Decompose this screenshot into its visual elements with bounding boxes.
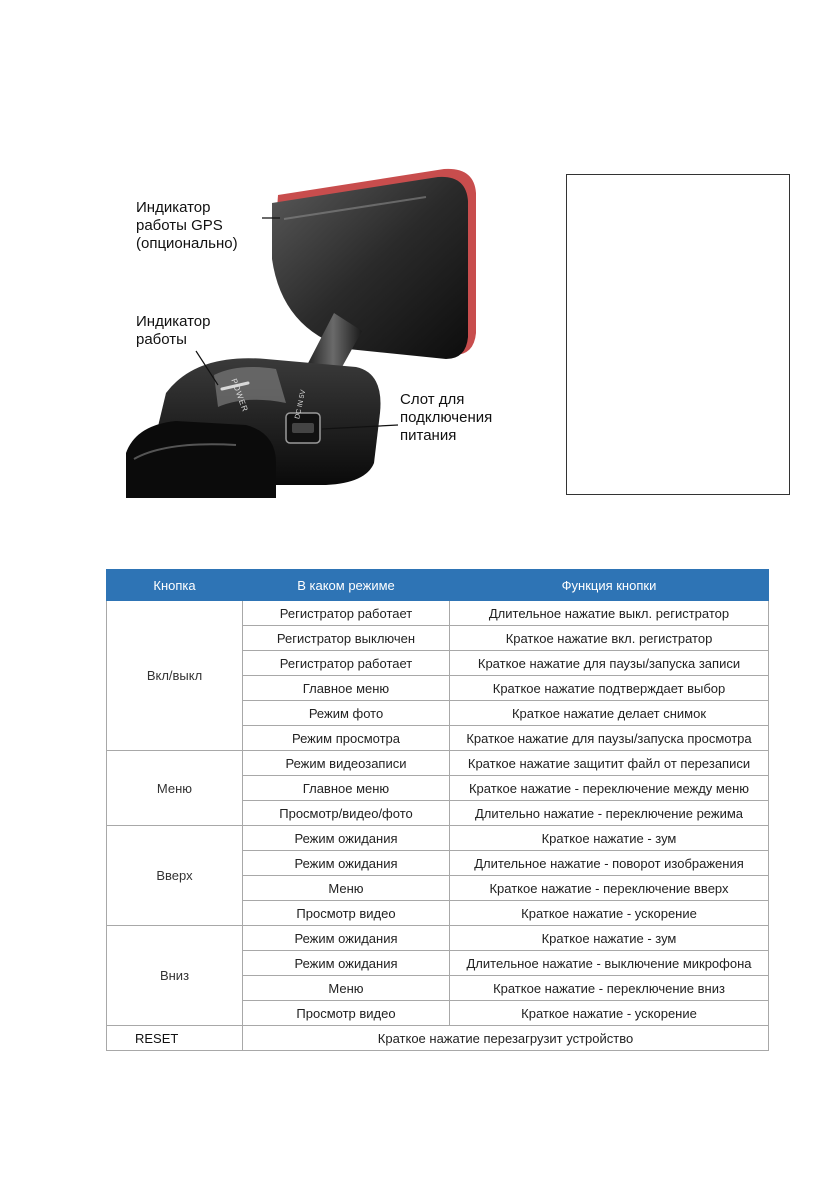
function-cell: Краткое нажатие для паузы/запуска записи: [450, 651, 769, 676]
function-cell: Краткое нажатие - зум: [450, 926, 769, 951]
table-row: [107, 926, 769, 951]
power-slot-callout: Слот для подключения питания: [400, 391, 493, 444]
header-mode: В каком режиме: [243, 570, 450, 601]
mode-cell: Режим ожидания: [243, 851, 450, 876]
table-row: [107, 601, 769, 626]
function-cell: Длительное нажатие - выключение микрофона: [450, 951, 769, 976]
mode-cell: Меню: [243, 976, 450, 1001]
function-cell: Краткое нажатие - переключение вниз: [450, 976, 769, 1001]
button-cell: Вверх: [107, 826, 243, 926]
button-cell: Вкл/выкл: [107, 601, 243, 751]
mode-cell: Режим ожидания: [243, 826, 450, 851]
mode-cell: Режим видеозаписи: [243, 751, 450, 776]
function-cell: Краткое нажатие подтверждает выбор: [450, 676, 769, 701]
power-indicator-callout: Индикатор работы: [136, 313, 211, 348]
mode-cell: Главное меню: [243, 676, 450, 701]
header-function: Функция кнопки: [450, 570, 769, 601]
mode-cell: Режим ожидания: [243, 951, 450, 976]
slot-marking: DC IN 5V: [294, 389, 308, 420]
camera-body: [126, 421, 276, 498]
function-cell: Краткое нажатие - ускорение: [450, 901, 769, 926]
reset-button-cell: RESET: [107, 1026, 243, 1051]
function-cell: Краткое нажатие - зум: [450, 826, 769, 851]
function-cell: Краткое нажатие защитит файл от перезаписи: [450, 751, 769, 776]
function-cell: Краткое нажатие делает снимок: [450, 701, 769, 726]
power-marking: POWER: [229, 377, 250, 414]
table-row: [107, 751, 769, 776]
mode-cell: Регистратор выключен: [243, 626, 450, 651]
button-functions-table: [106, 569, 769, 1051]
device-photo: [126, 163, 496, 498]
blank-frame: [566, 174, 790, 495]
mount-plate: [272, 177, 468, 359]
gps-indicator-callout: Индикатор работы GPS (опционально): [136, 199, 238, 252]
mode-cell: Главное меню: [243, 776, 450, 801]
function-cell: Длительное нажатие выкл. регистратор: [450, 601, 769, 626]
mode-cell: Режим фото: [243, 701, 450, 726]
mode-cell: Регистратор работает: [243, 601, 450, 626]
table-header-row: [107, 570, 769, 601]
mode-cell: Регистратор работает: [243, 651, 450, 676]
mode-cell: Режим просмотра: [243, 726, 450, 751]
function-cell: Краткое нажатие - переключение между меню: [450, 776, 769, 801]
reset-function-cell: Краткое нажатие перезагрузит устройство: [243, 1026, 769, 1051]
header-button: Кнопка: [107, 570, 243, 601]
function-cell: Длительное нажатие - поворот изображения: [450, 851, 769, 876]
button-cell: Вниз: [107, 926, 243, 1026]
mode-cell: Режим ожидания: [243, 926, 450, 951]
function-cell: Краткое нажатие - переключение вверх: [450, 876, 769, 901]
mode-cell: Меню: [243, 876, 450, 901]
table-row-reset: [107, 1026, 769, 1051]
mode-cell: Просмотр видео: [243, 901, 450, 926]
function-cell: Краткое нажатие для паузы/запуска просмотра: [450, 726, 769, 751]
button-cell: Меню: [107, 751, 243, 826]
table-row: [107, 826, 769, 851]
function-cell: Краткое нажатие вкл. регистратор: [450, 626, 769, 651]
mode-cell: Просмотр/видео/фото: [243, 801, 450, 826]
function-cell: Краткое нажатие - ускорение: [450, 1001, 769, 1026]
mode-cell: Просмотр видео: [243, 1001, 450, 1026]
function-cell: Длительно нажатие - переключение режима: [450, 801, 769, 826]
table-body: [107, 601, 769, 1051]
